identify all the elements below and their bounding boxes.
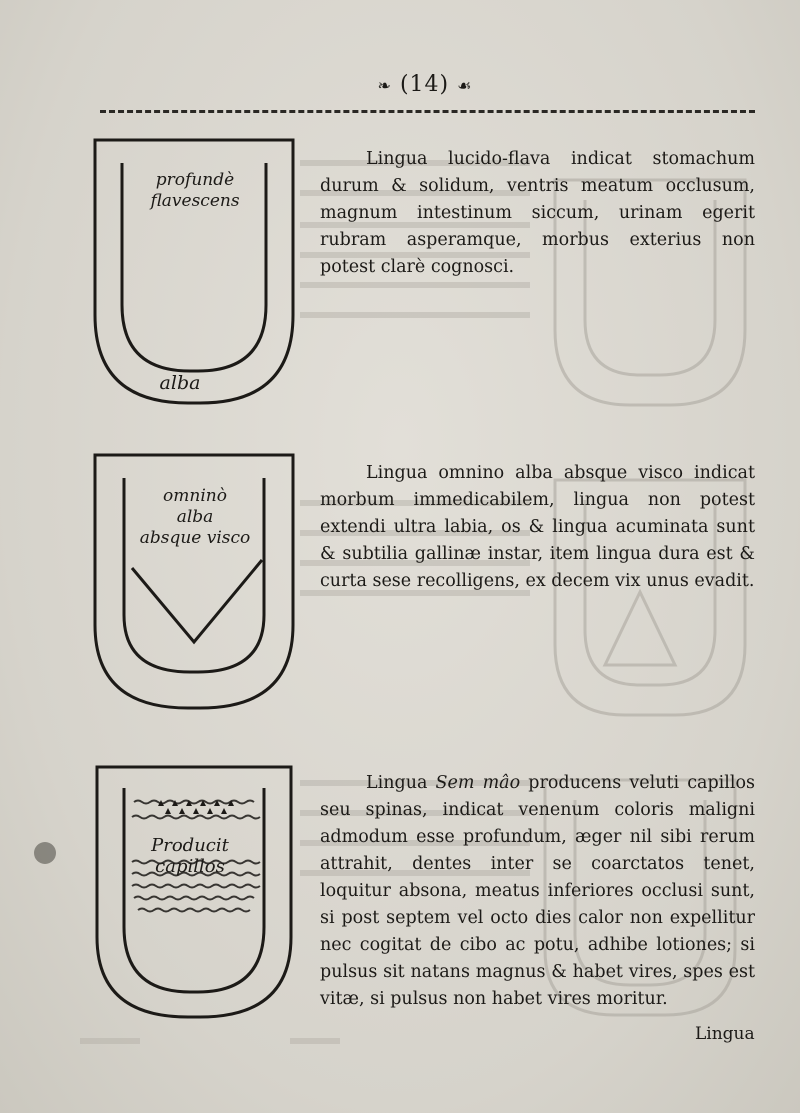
entry-text-body: Lingua lucido-flava indicat stomachum durum & solidum, ventris meatum occlusum, magnum intestinum siccum, urinam egerit rubram asperamque, morbus exterius non potest clarè cognosci. <box>320 149 755 277</box>
tongue-label-line: profundè <box>155 170 235 190</box>
entry-text-body: Lingua omnino alba absque visco indicat morbum immedicabilem, lingua non potest extendi ultra labia, os & lingua acuminata sunt & subtilia gallinæ instar, item lingua dura est & curta sese recolligens, ex decem vix unus evadit. <box>320 463 755 591</box>
tongue-label-line: flavescens <box>150 191 240 211</box>
entry-text-prefix: Lingua <box>366 773 436 793</box>
catchword: Lingua <box>695 1024 755 1044</box>
ornament-left-icon: ❧ <box>377 76 392 95</box>
tongue-label-line: capillos <box>155 856 225 877</box>
ornament-right-icon: ☙ <box>457 76 473 95</box>
tongue-label-line: omninò <box>163 486 227 506</box>
page-number: (14) <box>399 72 450 97</box>
page-header <box>360 72 490 97</box>
tongue-label-line: alba <box>176 507 214 527</box>
entry-text-1 <box>320 146 755 281</box>
tongue-bottom-label-1: alba <box>159 372 201 394</box>
entry-text-3 <box>320 770 755 1013</box>
tongue-outline-3 <box>92 762 298 1024</box>
tongue-label-3 <box>135 835 245 877</box>
entry-text-emphasis: Sem mâo <box>435 773 521 793</box>
header-rule <box>100 110 755 113</box>
tongue-label-1 <box>130 170 260 212</box>
tongue-diagram-3 <box>92 762 298 1024</box>
entry-text-2 <box>320 460 755 595</box>
tongue-label-line: absque visco <box>139 528 251 548</box>
ink-stain <box>34 842 56 864</box>
tongue-label-line: Producit <box>151 835 229 856</box>
entry-text-body: producens veluti capillos seu spinas, indicat venenum coloris maligni admodum esse profundum, æger nil sibi rerum attrahit, dentes inter se coarctatos tenet, loquitur absona, meatus inferiores occlusi sunt, si post septem vel octo dies calor non expellitur nec cogitat de cibo ac potu, adhibe lotiones; si pulsus sit natans magnus & habet vires, spes est vitæ, si pulsus non habet vires moritur. <box>320 773 755 1009</box>
tongue-label-2 <box>125 486 265 549</box>
